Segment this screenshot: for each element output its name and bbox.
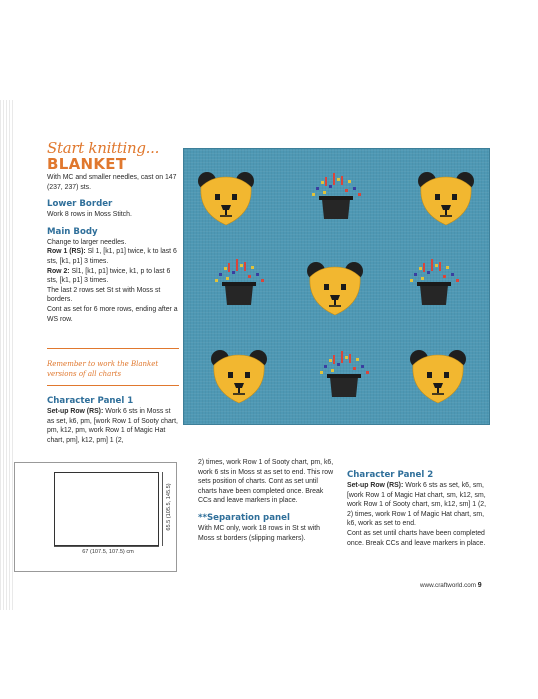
page-number: 9	[477, 582, 482, 589]
row2-label: Row 2:	[47, 267, 70, 275]
remember-text: Remember to work the Blanket versions of all charts	[47, 360, 159, 378]
separation-panel-heading: **Separation panel	[198, 512, 290, 523]
hat-motif-bottom-center	[320, 351, 369, 397]
schematic-blanket-outline	[54, 472, 159, 546]
row1-text: Sl 1, [k1, p1] twice, k to last 6 sts, [k1, p1] 3 times.	[47, 248, 177, 265]
cp1-setup-text: Work 6 sts in Moss st as set, k6, pm, [work Row 1 of Sooty chart, pm, k12, pm, work Row 1 of Magic Hat chart, pm], k12, pm] 1 (2,	[47, 408, 178, 444]
main-body-line1: Change to larger needles.	[47, 238, 127, 246]
page-edge-stripes	[0, 100, 14, 610]
hat-motif-top-center	[312, 173, 361, 219]
separation-panel-text: With MC only, work 18 rows in St st with Moss st borders (slipping markers).	[198, 524, 321, 542]
schematic-height-line	[162, 472, 163, 546]
lower-border-heading: Lower Border	[47, 199, 113, 210]
character-panel-2-setup	[347, 481, 489, 529]
blanket-motifs	[184, 149, 489, 424]
character-panel-1-section	[47, 396, 179, 445]
bear-motif-bottom-right	[410, 350, 466, 403]
character-panel-1-continued: 2) times, work Row 1 of Sooty chart, pm, k6, work 6 sts in Moss st as set to end. This row sets position of charts. Cont as set until charts have been completed once. Break CCs and leave markers in place.	[198, 459, 334, 505]
bear-motif-bottom-left	[211, 350, 267, 403]
cp2-setup-text: Work 6 sts as set, k6, sm, [work Row 1 of Magic Hat chart, sm, k12, sm, work Row 1 of Sooty chart, sm, k12, sm] 1 (2, 2) times, work Row 1 of Magic Hat chart, sm, k6, work as set to end.	[347, 482, 487, 528]
character-panel-1-setup	[47, 407, 179, 445]
cp1-setup-label: Set-up Row (RS):	[47, 408, 104, 415]
character-panel-2-text2: Cont as set until charts have been completed once. Break CCs and leave markers in place.	[347, 529, 486, 547]
schematic-width-label: 67 (107.5, 107.5) cm	[82, 549, 134, 555]
main-body-heading: Main Body	[47, 226, 98, 237]
blanket-photo	[183, 148, 490, 425]
main-body-text4: Cont as set for 6 more rows, ending after a WS row.	[47, 305, 178, 323]
character-panel-2-heading: Character Panel 2	[347, 470, 434, 480]
footer-url: www.craftworld.com	[420, 582, 476, 589]
page-title: BLANKET	[47, 155, 127, 173]
row1-label: Row 1 (RS):	[47, 248, 86, 256]
lower-border-text: Work 8 rows in Moss Stitch.	[47, 211, 132, 219]
row2-text: Sl1, [k1, p1] twice, k1, p to last 6 sts, [k1, p1] 3 times.	[47, 267, 171, 285]
schematic-height-label: 65.5 (105.5, 145.5)	[166, 483, 172, 531]
bear-motif-top-left	[198, 172, 254, 225]
bear-motif-center	[307, 262, 363, 315]
hat-motif-middle-right	[410, 259, 459, 305]
main-body-text3: The last 2 rows set St st with Moss st borders.	[47, 286, 161, 304]
main-body-row1	[47, 247, 179, 266]
character-panel-1-heading: Character Panel 1	[47, 396, 134, 406]
bear-motif-top-right	[418, 172, 474, 225]
right-column	[347, 470, 489, 548]
hat-motif-middle-left	[215, 259, 264, 305]
remember-callout	[47, 348, 179, 386]
kicker-text: Start knitting...	[47, 139, 160, 157]
left-column	[47, 140, 179, 324]
page-footer	[420, 582, 500, 589]
middle-column	[198, 458, 338, 543]
intro-text: With MC and smaller needles, cast on 147 (237, 237) sts.	[47, 174, 177, 191]
schematic-width-line	[54, 546, 159, 547]
main-body-row2	[47, 267, 179, 286]
cp2-setup-label: Set-up Row (RS):	[347, 482, 404, 489]
